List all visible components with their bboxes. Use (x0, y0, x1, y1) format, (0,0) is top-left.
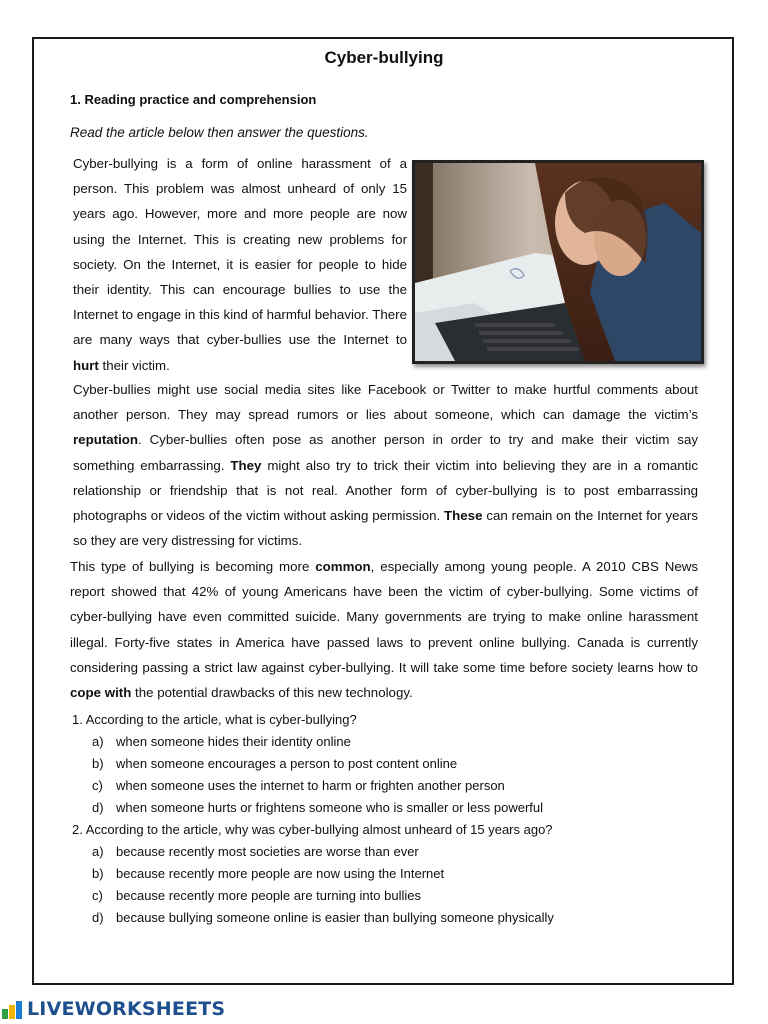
vocab-they: They (230, 457, 262, 473)
vocab-reputation: reputation (73, 432, 139, 448)
option-letter: d) (92, 910, 104, 925)
paragraph-text: the potential drawbacks of this new technology. (131, 685, 413, 701)
question-1-stem: 1. According to the article, what is cyber-bullying? (72, 712, 357, 727)
article-photo (412, 160, 704, 364)
paragraph-text: . Forty-five states in America have passed laws to prevent online bullying. Canada is currently considering passing a strict law against cyber-bullying. It will take some time before society learns how to (70, 634, 698, 675)
question-1-option-c[interactable] (70, 775, 710, 797)
option-text: because recently more people are now using the Internet (116, 866, 445, 881)
option-text: because bullying someone online is easier than bullying someone physically (116, 910, 554, 925)
question-2-option-a[interactable] (70, 841, 710, 863)
paragraph-text: This type of bullying is becoming more (70, 559, 316, 574)
question-1-option-d[interactable] (70, 797, 710, 819)
option-letter: b) (92, 756, 104, 771)
paragraph-text: Cyber-bullies might use social media sites like Facebook or Twitter to make hurtful comments about another person. They may spread rumors or lies about someone, which can damage the victim’s (73, 382, 698, 423)
instruction-text: Read the article below then answer the questions. (70, 125, 369, 140)
option-text: when someone hides their identity online (116, 734, 351, 749)
logo-text: LIVEWORKSHEETS (27, 998, 226, 1020)
option-text: when someone encourages a person to post content online (116, 756, 458, 771)
option-text: when someone uses the internet to harm or frighten another person (116, 778, 505, 793)
section-heading: 1. Reading practice and comprehension (70, 92, 317, 107)
question-2-option-b[interactable] (70, 863, 710, 885)
liveworksheets-logo[interactable] (2, 998, 225, 1020)
option-letter: a) (92, 844, 104, 859)
option-text: because recently more people are turning into bullies (116, 888, 421, 903)
page-title: Cyber-bullying (324, 48, 444, 67)
option-text: when someone hurts or frightens someone who is smaller or less powerful (116, 800, 544, 815)
question-2-stem: 2. According to the article, why was cyber-bullying almost unheard of 15 years ago? (72, 822, 553, 837)
paragraph-text: , especially among young people. A 2010 CBS News report showed that 42% of young Americans have been the victim of cyber-bullying. Some victims of cyber-bullying have even committed suicide. Many governments are trying to make online harassment (70, 559, 698, 625)
paragraph-text: Cyber-bullying is a form of online harassment of a person. This problem was almost unheard of only 15 years ago. However, more and more people are now using the Internet. This is creating new problems for society. On the Internet, it is easier for people to hide their identity. This can encourage bullies to use the Internet to engage in this kind of harmful behavior. There are many ways that cyber-bullies use the Internet to (73, 156, 407, 348)
question-list (70, 709, 710, 929)
article-paragraph-1 (73, 151, 407, 378)
vocab-these: These (444, 508, 483, 524)
vocab-illegal: illegal (70, 634, 105, 650)
option-letter: a) (92, 734, 104, 749)
article-paragraph-2 (73, 377, 698, 553)
option-letter: b) (92, 866, 104, 881)
paragraph-text: might also try to trick their victim into believing they are in a romantic relationship or friendship that is not real. Another form of cyber-bullying is to post embarrassing photographs or videos of the victim without asking permission. (73, 457, 698, 524)
option-text: because recently most societies are worse than ever (116, 844, 419, 859)
option-letter: c) (92, 888, 103, 903)
vocab-cope-with: cope with (70, 685, 132, 701)
option-letter: d) (92, 800, 104, 815)
question-1-option-a[interactable] (70, 731, 710, 753)
question-2-option-c[interactable] (70, 885, 710, 907)
paragraph-text: . Cyber-bullies often pose as another person in order to try and make their victim say something embarrassing. (73, 432, 698, 473)
article-paragraph-3 (70, 554, 698, 705)
question-2-option-d[interactable] (70, 907, 710, 929)
paragraph-text: can remain on the Internet for years so they are very distressing for victims. (73, 508, 698, 549)
paragraph-text: their victim. (98, 357, 170, 373)
option-letter: c) (92, 778, 103, 793)
vocab-hurt: hurt (73, 357, 99, 373)
vocab-common: common (315, 559, 371, 574)
question-1-option-b[interactable] (70, 753, 710, 775)
logo-blocks-icon (2, 999, 24, 1019)
